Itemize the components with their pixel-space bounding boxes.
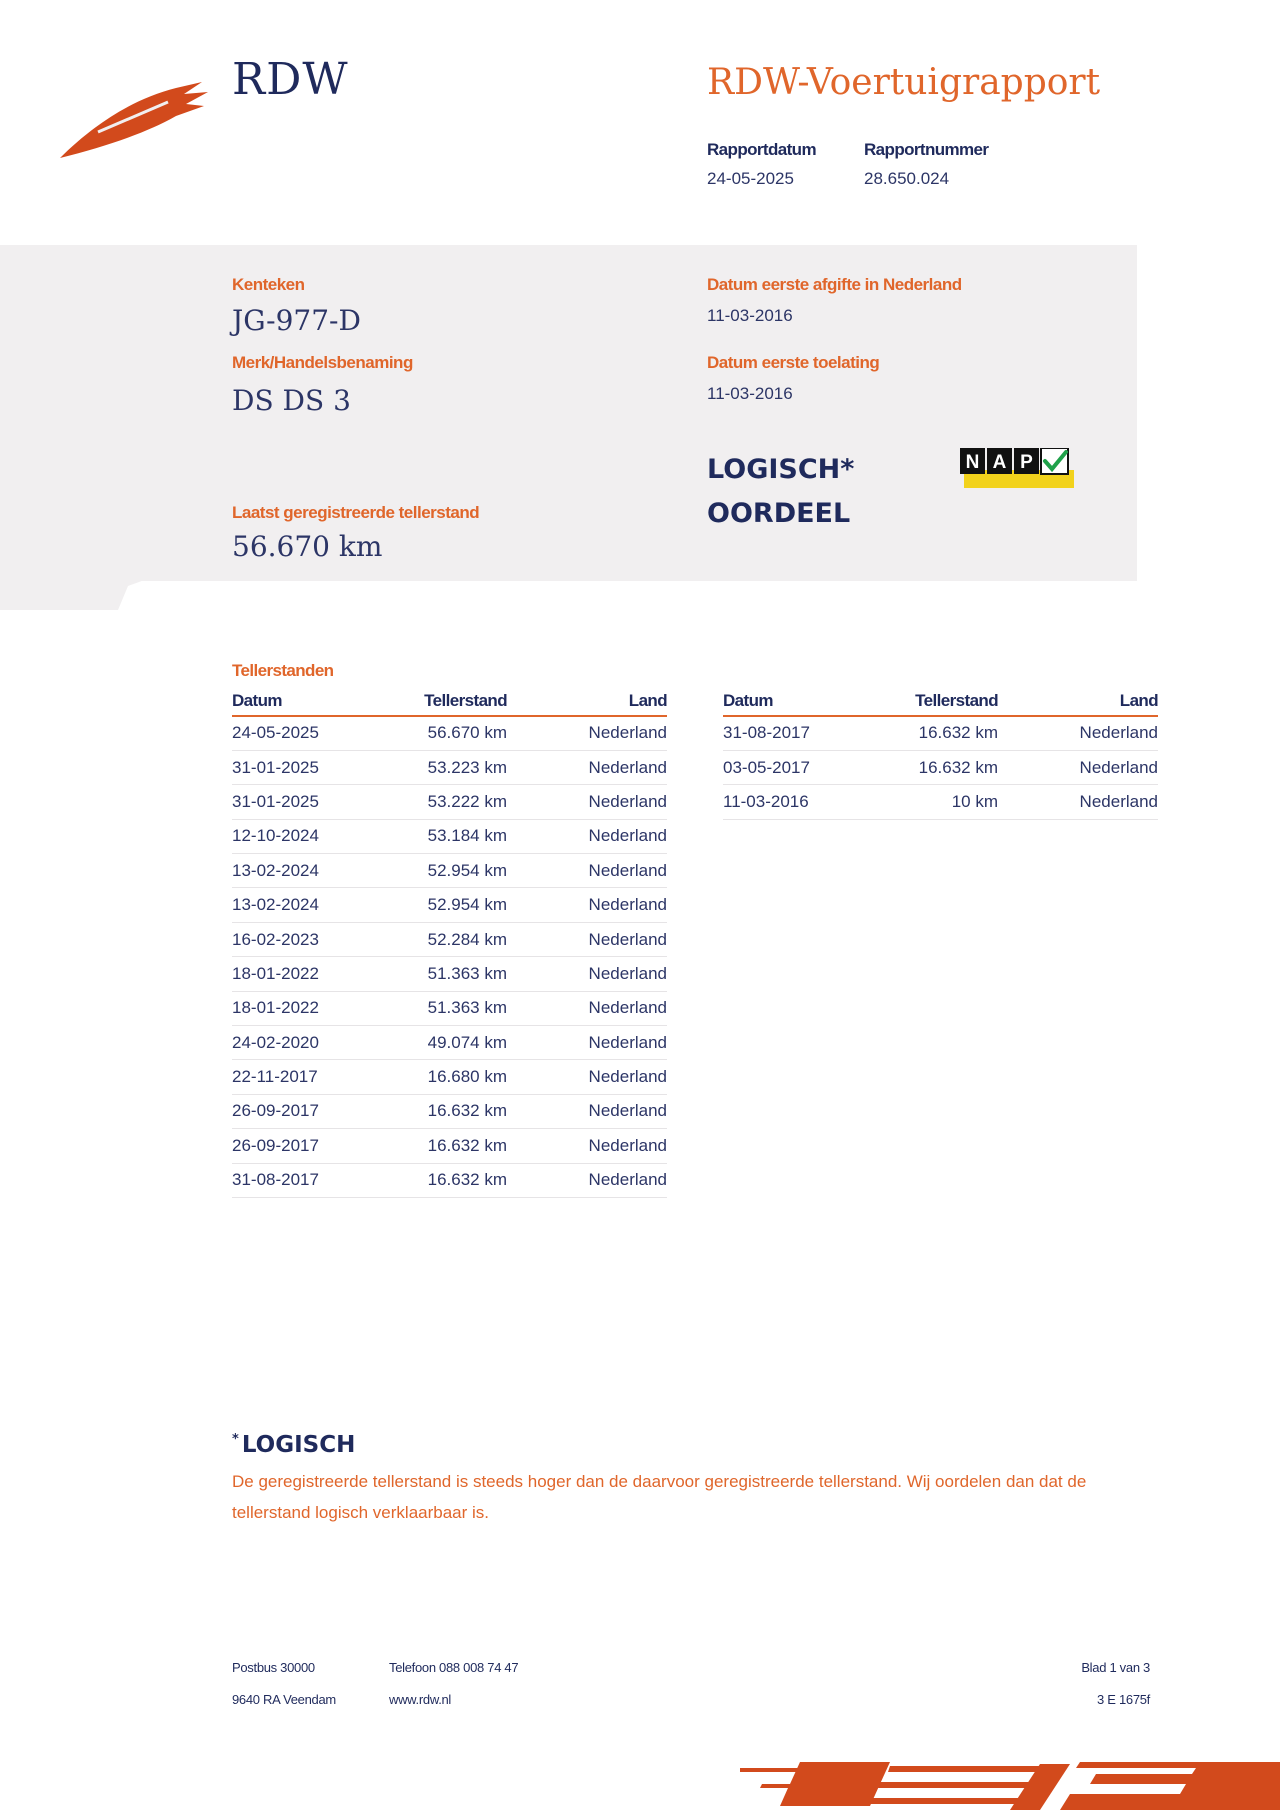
column-header-reading: Tellerstand bbox=[387, 686, 507, 716]
reading-value: 16.632 km bbox=[387, 1129, 507, 1163]
column-header-date: Datum bbox=[723, 686, 878, 716]
table-row bbox=[232, 888, 667, 922]
reading-country: Nederland bbox=[507, 957, 667, 991]
reading-value: 16.632 km bbox=[387, 1094, 507, 1128]
reading-value: 16.632 km bbox=[878, 750, 998, 784]
reading-date: 26-09-2017 bbox=[232, 1094, 387, 1128]
report-title: RDW-Voertuigrapport bbox=[707, 62, 1101, 103]
table-row bbox=[723, 716, 1158, 750]
panel-tail bbox=[0, 578, 150, 610]
reading-value: 51.363 km bbox=[387, 957, 507, 991]
reading-value: 10 km bbox=[878, 785, 998, 819]
reading-value: 52.954 km bbox=[387, 888, 507, 922]
reading-country: Nederland bbox=[507, 854, 667, 888]
readings-table-right bbox=[723, 686, 1158, 820]
reading-date: 31-08-2017 bbox=[232, 1163, 387, 1197]
footer-code: 3 E 1675f bbox=[1097, 1692, 1150, 1707]
table-row bbox=[232, 854, 667, 888]
reading-value: 52.284 km bbox=[387, 922, 507, 956]
brand-label: Merk/Handelsbenaming bbox=[232, 353, 413, 372]
reading-date: 24-05-2025 bbox=[232, 716, 387, 750]
reading-country: Nederland bbox=[507, 1094, 667, 1128]
reading-date: 22-11-2017 bbox=[232, 1060, 387, 1094]
reading-value: 53.223 km bbox=[387, 750, 507, 784]
odometer-value: 56.670 km bbox=[232, 530, 383, 563]
footnote-star: * bbox=[232, 1432, 239, 1447]
odometer-label: Laatst geregistreerde tellerstand bbox=[232, 503, 480, 522]
table-row bbox=[232, 991, 667, 1025]
footer-page-number: Blad 1 van 3 bbox=[1081, 1660, 1150, 1675]
table-row bbox=[232, 1163, 667, 1197]
reading-date: 03-05-2017 bbox=[723, 750, 878, 784]
reading-date: 11-03-2016 bbox=[723, 785, 878, 819]
reading-date: 13-02-2024 bbox=[232, 854, 387, 888]
reading-country: Nederland bbox=[507, 1129, 667, 1163]
report-number-label: Rapportnummer bbox=[864, 140, 989, 159]
nap-letter-p: P bbox=[1020, 452, 1033, 473]
reading-country: Nederland bbox=[507, 750, 667, 784]
reading-value: 49.074 km bbox=[387, 1026, 507, 1060]
reading-value: 52.954 km bbox=[387, 854, 507, 888]
reading-country: Nederland bbox=[998, 785, 1158, 819]
table-row bbox=[232, 750, 667, 784]
reading-country: Nederland bbox=[507, 888, 667, 922]
reading-country: Nederland bbox=[507, 819, 667, 853]
verdict bbox=[707, 448, 854, 536]
first-issue-nl-value: 11-03-2016 bbox=[707, 306, 793, 325]
table-header-row bbox=[232, 686, 667, 716]
reading-value: 16.632 km bbox=[878, 716, 998, 750]
table-row bbox=[232, 716, 667, 750]
readings-left-body bbox=[232, 716, 667, 1197]
reading-value: 53.184 km bbox=[387, 819, 507, 853]
brand-name: RDW bbox=[232, 54, 349, 105]
verdict-line-1: LOGISCH* bbox=[707, 454, 855, 485]
reading-country: Nederland bbox=[507, 716, 667, 750]
brand-value: DS DS 3 bbox=[232, 384, 351, 417]
reading-date: 16-02-2023 bbox=[232, 922, 387, 956]
footnote-title-text: LOGISCH bbox=[241, 1432, 356, 1458]
table-row bbox=[232, 785, 667, 819]
reading-country: Nederland bbox=[507, 1060, 667, 1094]
footer-postbus: Postbus 30000 bbox=[232, 1660, 315, 1675]
reading-date: 31-01-2025 bbox=[232, 750, 387, 784]
column-header-country: Land bbox=[998, 686, 1158, 716]
first-admission-value: 11-03-2016 bbox=[707, 384, 793, 403]
readings-right-body bbox=[723, 716, 1158, 819]
report-date-label: Rapportdatum bbox=[707, 140, 816, 159]
reading-date: 13-02-2024 bbox=[232, 888, 387, 922]
plate-label: Kenteken bbox=[232, 275, 305, 294]
reading-value: 16.680 km bbox=[387, 1060, 507, 1094]
reading-value: 56.670 km bbox=[387, 716, 507, 750]
reading-date: 31-08-2017 bbox=[723, 716, 878, 750]
column-header-date: Datum bbox=[232, 686, 387, 716]
table-row bbox=[232, 819, 667, 853]
footer-city: 9640 RA Veendam bbox=[232, 1692, 336, 1707]
plate-value: JG-977-D bbox=[232, 304, 361, 337]
footnote-text: De geregistreerde tellerstand is steeds hoger dan de daarvoor geregistreerde tellerstand. Wij oordelen dan dat de tellerstand logisch verklaarbaar is. bbox=[232, 1472, 1087, 1522]
first-admission-label: Datum eerste toelating bbox=[707, 353, 880, 372]
vehicle-summary-panel bbox=[0, 245, 1137, 581]
reading-country: Nederland bbox=[507, 1026, 667, 1060]
readings-table-left bbox=[232, 686, 667, 1198]
footer-website[interactable]: www.rdw.nl bbox=[389, 1692, 452, 1707]
readings-title: Tellerstanden bbox=[232, 661, 334, 680]
table-row bbox=[232, 1129, 667, 1163]
nap-letter-n: N bbox=[965, 452, 980, 473]
table-header-row bbox=[723, 686, 1158, 716]
table-row bbox=[723, 785, 1158, 819]
table-row bbox=[232, 1060, 667, 1094]
column-header-reading: Tellerstand bbox=[878, 686, 998, 716]
footer-stripes-icon bbox=[740, 1758, 1280, 1810]
report-number: 28.650.024 bbox=[864, 169, 950, 188]
verdict-line-2: OORDEEL bbox=[707, 498, 851, 529]
reading-country: Nederland bbox=[507, 991, 667, 1025]
footer-phone: Telefoon 088 008 74 47 bbox=[389, 1660, 519, 1675]
nap-badge-icon bbox=[960, 448, 1074, 488]
reading-date: 26-09-2017 bbox=[232, 1129, 387, 1163]
reading-date: 31-01-2025 bbox=[232, 785, 387, 819]
table-row bbox=[232, 1026, 667, 1060]
footnote-title bbox=[232, 1432, 355, 1458]
reading-date: 18-01-2022 bbox=[232, 991, 387, 1025]
table-row bbox=[232, 957, 667, 991]
nap-letter-a: A bbox=[992, 452, 1007, 473]
table-row bbox=[232, 1094, 667, 1128]
table-row bbox=[232, 922, 667, 956]
reading-value: 16.632 km bbox=[387, 1163, 507, 1197]
rdw-logo-icon bbox=[58, 80, 208, 162]
first-issue-nl-label: Datum eerste afgifte in Nederland bbox=[707, 275, 962, 294]
reading-date: 12-10-2024 bbox=[232, 819, 387, 853]
reading-country: Nederland bbox=[507, 785, 667, 819]
reading-country: Nederland bbox=[998, 716, 1158, 750]
reading-date: 24-02-2020 bbox=[232, 1026, 387, 1060]
reading-country: Nederland bbox=[998, 750, 1158, 784]
table-row bbox=[723, 750, 1158, 784]
reading-value: 51.363 km bbox=[387, 991, 507, 1025]
reading-country: Nederland bbox=[507, 922, 667, 956]
reading-value: 53.222 km bbox=[387, 785, 507, 819]
reading-country: Nederland bbox=[507, 1163, 667, 1197]
reading-date: 18-01-2022 bbox=[232, 957, 387, 991]
report-date: 24-05-2025 bbox=[707, 169, 794, 188]
column-header-country: Land bbox=[507, 686, 667, 716]
